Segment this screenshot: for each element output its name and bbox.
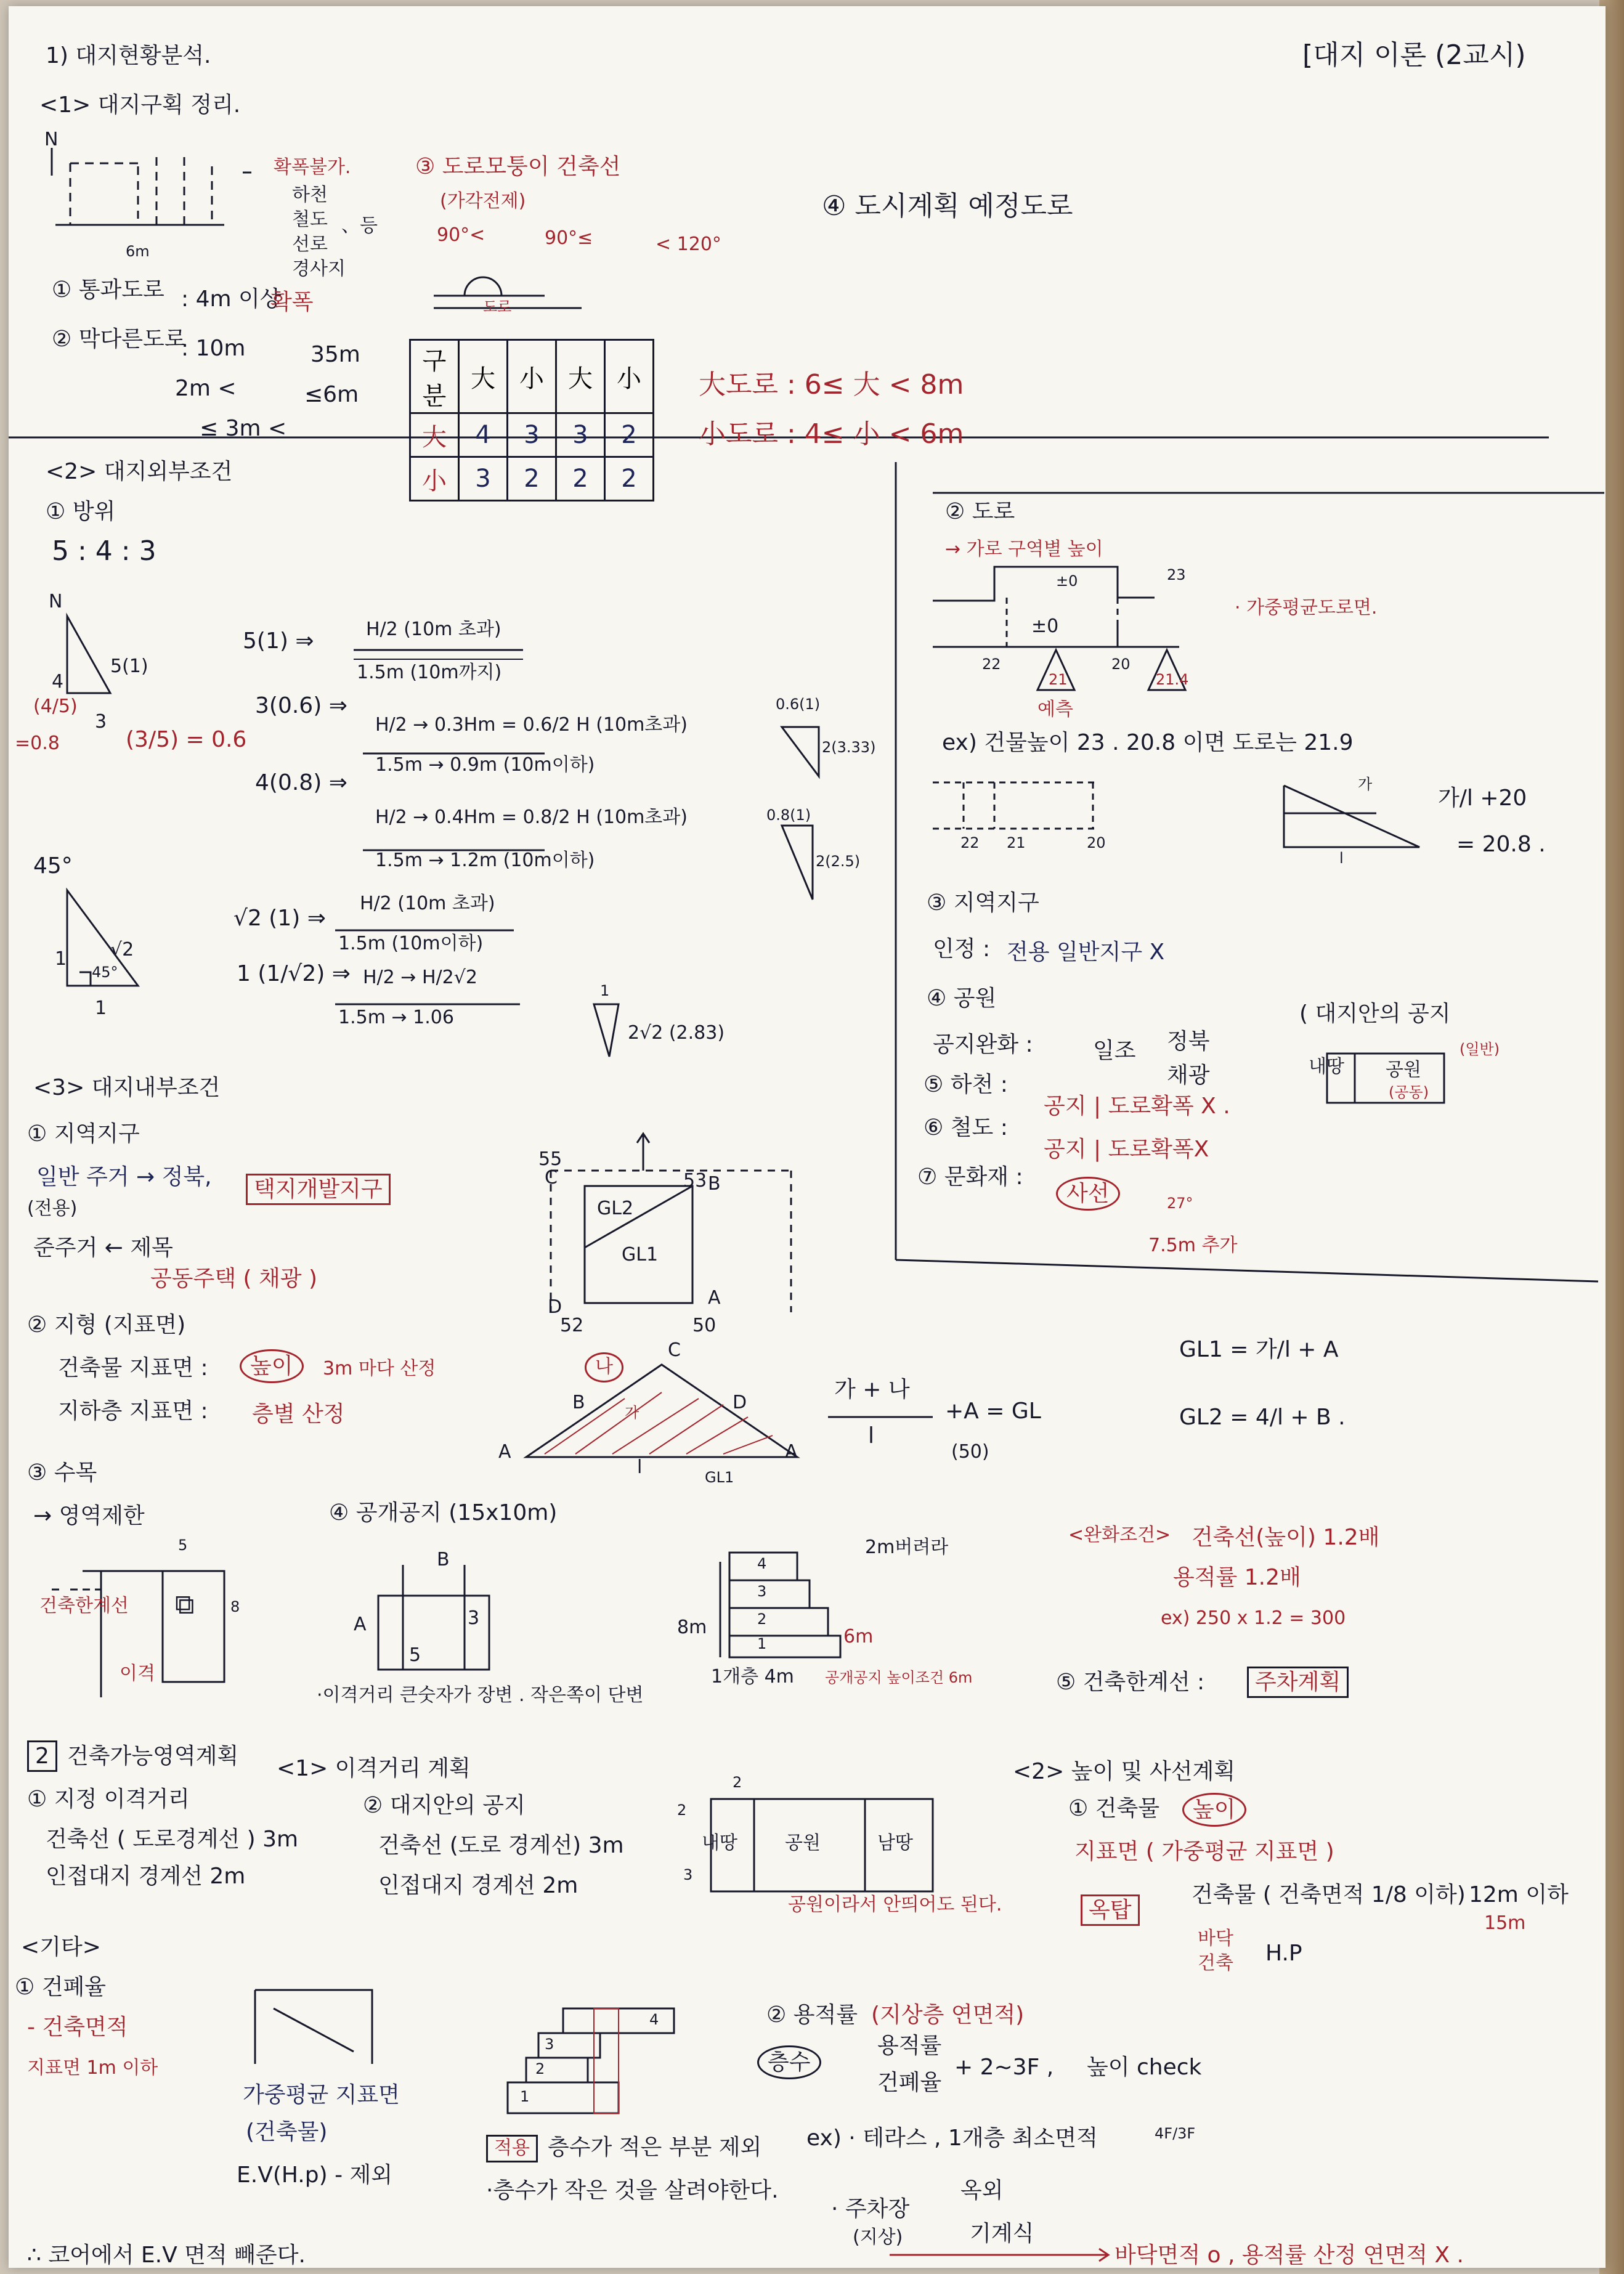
value: 공지 | 도로확폭X xyxy=(1044,1137,1209,1162)
plan-label: D xyxy=(548,1296,562,1318)
option: 정북 xyxy=(1167,1029,1210,1054)
note-line: ·층수가 작은 것을 살려야한다. xyxy=(486,2178,779,2203)
elev-label: 22 xyxy=(982,656,1001,673)
section-label: A xyxy=(785,1441,798,1463)
formula-bottom: 1.5m (10m이하) xyxy=(338,933,484,954)
note-line: 용적률 1.2배 xyxy=(1173,1565,1301,1590)
obstacle-3: 선로 xyxy=(292,233,328,255)
obstacle-1: 하천 xyxy=(292,184,328,206)
pen-strokes xyxy=(9,6,1606,2268)
road-type-4: ④ 도시계획 예정도로 xyxy=(822,190,1073,222)
obstacle-2: 철도 xyxy=(292,209,328,230)
north-label: N xyxy=(49,591,63,612)
formula-lhs: 1 (1/√2) ⇒ xyxy=(237,961,351,986)
elev-label: 22 xyxy=(960,834,980,851)
road-type-2: ② 막다른도로 xyxy=(52,327,186,352)
elev-label: 23 xyxy=(1167,566,1186,583)
note-line: 2m버려라 xyxy=(865,1537,949,1558)
elev-label: ±0 xyxy=(1056,572,1078,590)
obstacle-etc: 、등 xyxy=(341,215,378,237)
formula-line: GL2 = 4/l + B . xyxy=(1179,1405,1346,1430)
circled-word: 사선 xyxy=(1056,1177,1120,1211)
formula-top: H/2 (10m 초과) xyxy=(360,893,495,914)
label: 인정 : xyxy=(933,936,991,962)
boxed-term: 주차계획 xyxy=(1247,1667,1349,1698)
item-heading: ④ 공원 xyxy=(927,986,997,1011)
tri-label: l xyxy=(1339,850,1344,867)
table-cell: 4 xyxy=(459,413,508,457)
option: 옥외 xyxy=(960,2178,1004,2203)
note-line: 건축한계선 xyxy=(39,1595,129,1617)
plan-label: B xyxy=(708,1173,721,1195)
note-line: 바닥 xyxy=(1198,1928,1233,1949)
table-cell: 2 xyxy=(605,457,654,501)
note-line: 가중평균 지표면 xyxy=(243,2082,400,2108)
item-heading: ① 방위 xyxy=(46,499,116,524)
diagram-label: A xyxy=(354,1614,367,1635)
plan-label: 50 xyxy=(692,1315,717,1336)
table-cell: 大 xyxy=(410,413,459,457)
table-cell: 2 xyxy=(508,457,556,501)
note-line: 지표면 1m 이하 xyxy=(27,2057,158,2079)
note-line: 공동주택 ( 채광 ) xyxy=(150,1266,318,1291)
wedge-label: 0.8(1) xyxy=(766,806,811,824)
example-line: ex) · 테라스 , 1개층 최소면적 xyxy=(806,2126,1098,2151)
plan-label: GL2 xyxy=(597,1198,634,1219)
formula-line: = 20.8 . xyxy=(1456,832,1546,857)
section-label: 가 xyxy=(625,1404,639,1421)
angle-1: 90°< xyxy=(437,224,485,246)
angle-2: 90°≤ xyxy=(545,227,593,249)
note-line: · 가중평균도로면. xyxy=(1235,597,1378,619)
note-line: - 건축면적 xyxy=(27,2015,128,2040)
table-cell: 3 xyxy=(459,457,508,501)
floor-label: 1 xyxy=(520,2088,530,2105)
formula-top: 용적률 xyxy=(877,2033,942,2058)
section-label: C xyxy=(668,1339,681,1361)
note-line: (지상) xyxy=(853,2227,903,2248)
item-heading: ③ 지역지구 xyxy=(927,890,1039,916)
subsection-heading: <1> 이격거리 계획 xyxy=(277,1756,471,1781)
tree-symbol: ⧉ xyxy=(175,1589,195,1620)
formula-line: GL1 = 가/l + A xyxy=(1179,1337,1339,1362)
elev-label: 21 xyxy=(1049,671,1068,688)
note-line: 인접대지 경계선 2m xyxy=(46,1864,246,1889)
diagram-label: 공원 xyxy=(785,1832,821,1854)
formula-bottom: 건폐율 xyxy=(877,2070,942,2095)
item-heading: ② 용적률 xyxy=(766,2002,858,2028)
item-heading: ② 도로 xyxy=(945,499,1015,524)
table-cell: 小 xyxy=(508,340,556,413)
formula-line: +A = GL xyxy=(945,1399,1041,1424)
diagram-label: 5 xyxy=(409,1644,421,1666)
diagram-label: (일반) xyxy=(1460,1041,1500,1058)
circled-word: 높이 xyxy=(240,1349,304,1383)
floor-label: 1 xyxy=(757,1635,767,1652)
note-line: → 영역제한 xyxy=(33,1503,145,1529)
subsection-heading: <2> 높이 및 사선계획 xyxy=(1013,1759,1235,1784)
item-heading: ① 지역지구 xyxy=(27,1121,140,1147)
section-label: A xyxy=(498,1441,511,1463)
elev-label: 21 xyxy=(1007,834,1026,851)
floor-label: 3 xyxy=(757,1583,767,1600)
formula-top: H/2 → H/2√2 xyxy=(363,967,477,988)
road-type-1-value: : 4m 이상 xyxy=(181,286,282,312)
dimension-label: 5 xyxy=(178,1537,188,1554)
corner-road-label: 도로 xyxy=(483,298,512,315)
formula-top: H/2 → 0.3Hm = 0.6/2 H (10m초과) xyxy=(375,714,688,736)
section-heading: <3> 대지내부조건 xyxy=(33,1075,221,1100)
formula-lhs: 4(0.8) ⇒ xyxy=(255,770,347,795)
diagram-label: (공동) xyxy=(1389,1084,1429,1101)
subsection-heading: <1> 대지구획 정리. xyxy=(39,92,241,118)
formula-lhs: 3(0.6) ⇒ xyxy=(255,693,347,718)
plan-label: 53 xyxy=(683,1170,707,1192)
note-line: 인접대지 경계선 2m xyxy=(378,1873,579,1898)
note-line: 지하층 지표면 : xyxy=(58,1399,208,1424)
formula-bottom: 1.5m → 1.06 xyxy=(338,1007,454,1028)
item-heading: ① 건폐율 xyxy=(15,1975,107,2000)
corner-cut-table xyxy=(409,339,654,501)
ratio: 5 : 4 : 3 xyxy=(52,535,156,567)
note-line: E.V(H.p) - 제외 xyxy=(237,2162,393,2188)
road-type-1-note: 확폭 xyxy=(270,290,314,315)
note-line: → 가로 구역별 높이 xyxy=(945,538,1103,560)
formula-top: H/2 (10m 초과) xyxy=(366,619,501,640)
example-line: 4F/3F xyxy=(1155,2125,1196,2142)
section-number: 2 xyxy=(27,1740,57,1772)
diagram-label: 남땅 xyxy=(877,1832,913,1854)
elev-label: 20 xyxy=(1111,656,1131,673)
floor-label: 4 xyxy=(757,1555,767,1572)
note-line: 지표면 ( 가중평균 지표면 ) xyxy=(1074,1839,1334,1864)
road2-d: 35m xyxy=(311,342,360,367)
tri-label: 45° xyxy=(92,964,118,981)
item-heading: ② 대지안의 공지 xyxy=(363,1793,526,1818)
formula-line: 높이 check xyxy=(1087,2055,1202,2080)
circled-word: 층수 xyxy=(757,2045,821,2079)
note-line: 3m 마다 산정 xyxy=(323,1358,436,1379)
circled-word: 높이 xyxy=(1182,1793,1246,1827)
item-heading: ⑦ 문화재 : xyxy=(917,1164,1023,1190)
tri-label: 3 xyxy=(95,711,107,733)
label: 공지완화 : xyxy=(933,1032,1033,1057)
section-label: B xyxy=(572,1392,585,1413)
boxed-term: 옥탑 xyxy=(1081,1894,1140,1926)
road2-e: ≤6m xyxy=(304,382,359,407)
note-line: 건축선(높이) 1.2배 xyxy=(1192,1525,1380,1550)
value: 전용 일반지구 X xyxy=(1007,940,1165,965)
item-heading: ⑤ 하천 : xyxy=(924,1072,1008,1097)
formula-top: 가 + 나 xyxy=(834,1377,910,1402)
dimension-label: 8m xyxy=(677,1617,707,1638)
angle-label: 27° xyxy=(1167,1195,1193,1212)
section-label: l xyxy=(637,1456,643,1478)
elev-label: 21.4 xyxy=(1156,671,1189,688)
note-line: ·이격거리 큰숫자가 장변 . 작은쪽이 단변 xyxy=(317,1684,644,1706)
dimension-label: 8 xyxy=(230,1598,240,1615)
tri-label: 5(1) xyxy=(110,656,148,677)
item-heading: ① 지정 이격거리 xyxy=(27,1787,190,1812)
table-cell: 구분 xyxy=(410,340,459,413)
boxed-term: 적용 xyxy=(486,2135,538,2162)
dimension-label: 2 xyxy=(677,1801,687,1819)
table-cell: 3 xyxy=(508,413,556,457)
angle-label: 45° xyxy=(33,853,73,879)
plan-label: A xyxy=(708,1287,721,1309)
diagram-label: B xyxy=(437,1549,450,1570)
boxed-term: 택지개발지구 xyxy=(246,1174,391,1205)
tri-label: 4 xyxy=(52,671,64,692)
note-line: 공원이라서 안띄어도 된다. xyxy=(788,1894,1002,1915)
page-title: [대지 이론 (2교시) xyxy=(1302,39,1526,71)
tri-label: √2 xyxy=(110,939,134,960)
table-cell: 小 xyxy=(605,340,654,413)
circled-mark: 나 xyxy=(585,1352,623,1383)
tri-label: 가 xyxy=(1358,776,1373,793)
diagram-label: 내땅 xyxy=(702,1832,737,1854)
option: 기계식 xyxy=(970,2221,1034,2246)
small-road-rule: 小도로 : 4≤ 小 < 6m xyxy=(699,418,964,450)
note-line: (건축물) xyxy=(246,2119,328,2145)
angle-3: < 120° xyxy=(656,233,721,255)
formula-top: H/2 → 0.4Hm = 0.8/2 H (10m초과) xyxy=(375,806,688,828)
wedge-label: 2(3.33) xyxy=(822,739,876,756)
table-cell: 2 xyxy=(556,457,605,501)
note-line: 바닥면적 o , 용적률 산정 연면적 X . xyxy=(1114,2243,1464,2268)
item-heading: ④ 공개공지 (15x10m) xyxy=(329,1500,558,1525)
width-label: 6m xyxy=(126,243,150,260)
table-cell: 3 xyxy=(556,413,605,457)
road-type-3: ③ 도로모퉁이 건축선 xyxy=(415,154,621,179)
floor-label: 2 xyxy=(535,2060,545,2077)
elev-label: 예측 xyxy=(1037,699,1073,720)
section-heading: <기타> xyxy=(21,1935,101,1960)
note-line: 건축물 지표면 : xyxy=(58,1355,208,1381)
note-line: 1개층 4m xyxy=(711,1666,794,1687)
obstacle-title: 확폭불가. xyxy=(274,156,351,178)
obstacle-4: 경사지 xyxy=(292,258,346,280)
north-label: N xyxy=(44,129,59,150)
table-cell: 小 xyxy=(410,457,459,501)
plan-label: GL1 xyxy=(622,1244,659,1265)
note-page xyxy=(9,6,1606,2268)
note-line: 일반 주거 → 정북, xyxy=(36,1164,212,1190)
floor-label: 2 xyxy=(757,1610,767,1628)
diagram-label: 3 xyxy=(468,1607,480,1629)
wedge-label: 2√2 (2.83) xyxy=(628,1022,725,1044)
item-heading: ① 건축물 xyxy=(1068,1796,1160,1821)
wedge-label: 1 xyxy=(600,982,610,999)
note-line: (지상층 연면적) xyxy=(871,2002,1025,2028)
tri-label: 1 xyxy=(55,948,67,970)
item-heading: ③ 수목 xyxy=(27,1460,97,1485)
tri-ratio: (4/5) xyxy=(33,696,78,717)
diagram-label: 내땅 xyxy=(1309,1056,1344,1078)
option: 채광 xyxy=(1167,1063,1210,1088)
note-line: H.P xyxy=(1265,1941,1302,1966)
tri-label: 1 xyxy=(95,997,107,1019)
note-line: 이격 xyxy=(120,1663,155,1684)
note-line: 건축 xyxy=(1198,1952,1233,1974)
table-cell: 2 xyxy=(605,413,654,457)
note-line: 7.5m 추가 xyxy=(1148,1235,1238,1256)
big-road-rule: 大도로 : 6≤ 大 < 8m xyxy=(699,369,964,400)
note-line: 층별 산정 xyxy=(252,1402,345,1427)
note-line: · 주차장 xyxy=(831,2196,910,2222)
section-label: GL1 xyxy=(705,1469,734,1486)
section-label: D xyxy=(733,1392,747,1413)
note-heading: <완화조건> xyxy=(1068,1524,1171,1546)
diagram-title: ( 대지안의 공지 xyxy=(1299,1001,1451,1026)
item-heading: ⑤ 건축한계선 : xyxy=(1056,1670,1205,1695)
formula-bottom: 1.5m → 1.2m (10m이하) xyxy=(375,850,595,871)
formula-bottom: 1.5m (10m까지) xyxy=(357,662,502,683)
road2-b: 2m < xyxy=(175,376,237,401)
dimension-label: 6m xyxy=(843,1626,874,1647)
elev-label: 20 xyxy=(1087,834,1106,851)
plan-label: 55 xyxy=(538,1148,562,1170)
note-line: 건축물 ( 건축면적 1/8 이하) xyxy=(1192,1882,1466,1907)
section-heading: <2> 대지외부조건 xyxy=(46,459,233,484)
section-heading: 1) 대지현황분석. xyxy=(46,43,211,68)
note-line: 층수가 적은 부분 제외 xyxy=(548,2135,762,2160)
plan-label: C xyxy=(545,1167,558,1188)
plan-label: 52 xyxy=(560,1315,584,1336)
road-type-1: ① 통과도로 xyxy=(52,277,164,303)
table-cell: 大 xyxy=(459,340,508,413)
formula-lhs: 5(1) ⇒ xyxy=(243,628,314,654)
floor-label: 3 xyxy=(545,2036,554,2053)
item-heading: ② 지형 (지표면) xyxy=(27,1312,186,1338)
example-line: ex) 건물높이 23 . 20.8 이면 도로는 21.9 xyxy=(942,730,1354,755)
section-heading: 건축가능영역계획 xyxy=(67,1744,239,1769)
example-line: ex) 250 x 1.2 = 300 xyxy=(1161,1607,1346,1629)
diagram-label: 공원 xyxy=(1386,1059,1421,1081)
formula-bottom: 1.5m → 0.9m (10m이하) xyxy=(375,754,595,776)
footer-note: ∴ 코어에서 E.V 면적 빼준다. xyxy=(27,2243,306,2268)
road-type-3-sub: (가각전제) xyxy=(440,190,526,212)
wedge-label: 0.6(1) xyxy=(776,696,821,713)
tri-ratio: (3/5) = 0.6 xyxy=(126,727,247,752)
dimension-label: 3 xyxy=(683,1866,693,1883)
road2-a: : 10m xyxy=(181,336,246,361)
note-line: 15m xyxy=(1484,1912,1526,1934)
formula-bottom: l xyxy=(868,1423,875,1448)
formula-line: + 2~3F , xyxy=(954,2055,1054,2080)
note-line: (전용) xyxy=(27,1198,78,1219)
road2-c: ≤ 3m < xyxy=(200,416,287,441)
floor-label: 4 xyxy=(649,2011,659,2028)
formula-line: (50) xyxy=(951,1441,989,1463)
note-line: 준주거 ← 제목 xyxy=(33,1235,173,1261)
item-heading: ⑥ 철도 : xyxy=(924,1115,1008,1140)
formula-line: 가/l +20 xyxy=(1438,786,1527,811)
table-cell: 大 xyxy=(556,340,605,413)
wedge-label: 2(2.5) xyxy=(816,853,861,870)
formula-lhs: √2 (1) ⇒ xyxy=(233,906,326,931)
value: 일조 xyxy=(1093,1038,1136,1063)
note-line: 건축선 ( 도로경계선 ) 3m xyxy=(46,1827,299,1852)
tri-ratio: =0.8 xyxy=(15,733,60,754)
note-line: 공개공지 높이조건 6m xyxy=(825,1669,973,1686)
note-line: 12m 이하 xyxy=(1469,1882,1569,1907)
value: 공지 | 도로확폭 X . xyxy=(1044,1094,1230,1119)
elev-label: ±0 xyxy=(1031,615,1059,637)
note-line: 건축선 (도로 경계선) 3m xyxy=(378,1833,624,1858)
dimension-label: 2 xyxy=(733,1774,742,1791)
